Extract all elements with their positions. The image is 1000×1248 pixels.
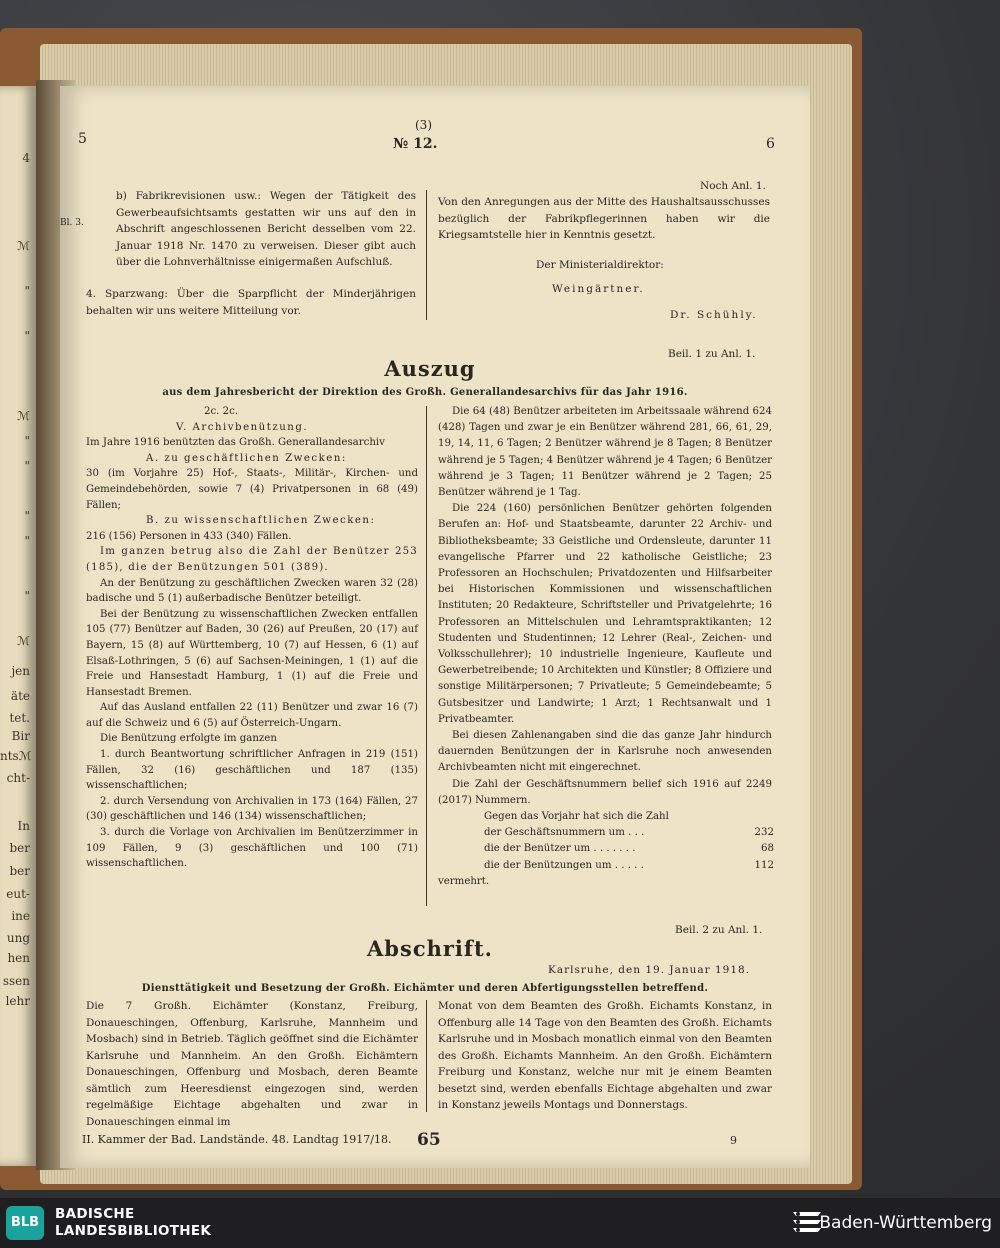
library-name-line1: BADISCHE — [55, 1206, 135, 1222]
left-page-fragment-text: ber — [9, 841, 30, 855]
left-page-fragment-text: hen — [7, 951, 30, 965]
left-page-fragment-text: " — [24, 329, 30, 343]
left-page-fragment-text: " — [24, 509, 30, 523]
left-page-fragment-text: ℳ — [17, 239, 30, 253]
auszug-right-paragraph: Die 64 (48) Benützer arbeiteten im Arbeitssaale während 624 (428) Tagen und zwar je ein Benützer während 281, 66, 61, 29, 19, 14, 11, 6 Tagen; 2 Benützer während je 8 Tagen; 8 Benützer während je 5 Tagen; 4 Benützer während je 4 Tagen; 6 Benützer während je 3 Tagen; 11 Benützer während je 2 Tagen; 25 Benützer während je 1 Tag. — [438, 406, 772, 499]
left-page-fragment-text: jen — [11, 664, 30, 678]
state-label[interactable]: Baden-Württemberg — [819, 1213, 992, 1233]
left-page-fragment-text: " — [24, 589, 30, 603]
left-page-fragment-text: " — [24, 534, 30, 548]
auszug-left-paragraph: 1. durch Beantwortung schriftlicher Anfragen in 219 (151) Fällen, 32 (16) geschäftlichen und 187 (135) wissenschaftlichen; — [86, 749, 418, 792]
page-footer-source: II. Kammer der Bad. Landstände. 48. Landtag 1917/18. — [82, 1133, 392, 1146]
auszug-left-paragraph: 216 (156) Personen in 433 (340) Fällen. — [86, 530, 292, 542]
suggestions-paragraph: Von den Anregungen aus der Mitte des Haushaltsausschusses bezüglich der Fabrikpflegerinnen haben wir die Kriegsamtstelle hier in Kenntnis gesetzt. — [438, 196, 770, 241]
compare-value: 112 — [754, 859, 774, 871]
signature-title: Der Ministerialdirektor: — [536, 259, 664, 271]
left-page-fragment-text: " — [24, 434, 30, 448]
issue-number: № 12. — [393, 136, 438, 152]
auszug-left-paragraph: V. Archivbenützung. — [176, 421, 309, 433]
compare-label: die der Benützungen um . . . . . — [484, 859, 644, 871]
auszug-left-column — [86, 404, 418, 872]
continued-reference: Noch Anl. 1. — [700, 180, 766, 192]
auszug-left-paragraph: Im ganzen betrug also die Zahl der Benützer 253 (185), die der Benützungen 501 (389). — [86, 546, 418, 573]
signature-second: Dr. Schühly. — [670, 309, 758, 321]
left-page-fragment-text: Bir — [11, 729, 30, 743]
left-page-fragment-text: ntsℳ — [0, 749, 32, 763]
auszug-left-paragraph: Auf das Ausland entfallen 22 (11) Benützer und zwar 16 (7) auf die Schweiz und 6 (5) auf Österreich-Ungarn. — [86, 702, 418, 729]
abschrift-reference: Beil. 2 zu Anl. 1. — [675, 924, 763, 936]
compare-row — [438, 858, 774, 874]
left-page-fragment-text: ℳ — [17, 634, 30, 648]
factory-inspection-paragraph: b) Fabrikrevisionen usw.: Wegen der Tätigkeit des Gewerbeaufsichtsamts gestatten wir uns auf den in Abschrift angeschlossenen Bericht desselben vom 22. Januar 1918 Nr. 1470 zu verweisen. Dieser gibt auch über die Lohnverhältnisse einigermaßen Aufschluß. — [116, 190, 416, 268]
page-footer-number: 65 — [417, 1130, 441, 1150]
library-name-line2: LANDESBIBLIOTHEK — [55, 1223, 212, 1239]
header-paren: (3) — [415, 118, 432, 132]
auszug-left-paragraph: 2. durch Versendung von Archivalien in 173 (164) Fällen, 27 (30) geschäftlichen und 146 (134) wissenschaftlichen; — [86, 795, 418, 823]
left-page-fragment-text: tet. — [9, 711, 30, 725]
compare-outro: vermehrt. — [438, 875, 490, 887]
blb-logo-badge[interactable]: BLB — [6, 1206, 44, 1240]
compare-intro: Gegen das Vorjahr hat sich die Zahl — [484, 811, 669, 823]
left-page-fragment-text: lehr — [5, 994, 30, 1008]
column-divider-top — [426, 190, 427, 320]
savings-paragraph: 4. Sparzwang: Über die Sparpflicht der Minderjährigen behalten wir uns weitere Mitteilung vor. — [86, 288, 416, 317]
auszug-left-paragraph: Bei der Benützung zu wissenschaftlichen Zwecken entfallen 105 (77) Benützer auf Baden, 30 (26) auf Preußen, 20 (17) auf Bayern, 15 (8) auf Württemberg, 10 (7) auf Hessen, 6 (1) auf Elsaß-Lothringen, 5 (6) auf Sachsen-Meiningen, 1 (1) auf die Freie und Hansestadt Hamburg, 1 (1) auf die Freie und Hansestadt Bremen. — [86, 608, 418, 698]
left-page-fragment-text: ℳ — [17, 409, 30, 423]
left-page-number: 5 — [78, 131, 87, 147]
auszug-subtitle: aus dem Jahresbericht der Direktion des Großh. Generallandesarchivs für das Jahr 1916. — [162, 387, 688, 398]
auszug-left-paragraph: 2c. 2c. — [204, 406, 239, 417]
library-name[interactable] — [55, 1206, 211, 1240]
document-page — [60, 86, 810, 1168]
auszug-right-paragraph: Bei diesen Zahlenangaben sind die das ganze Jahr hindurch dauernden Benützungen der in Karlsruhe noch anwesenden Archivbeamten nicht mit eingerechnet. — [438, 730, 772, 774]
left-page-fragment-text: " — [24, 459, 30, 473]
abschrift-title: Abschrift. — [367, 936, 493, 961]
left-page-fragment-text: ine — [11, 909, 30, 923]
left-page-fragment-text: cht- — [6, 771, 30, 785]
left-page-fragment-text: " — [24, 284, 30, 298]
left-page-fragment-text: 4 — [22, 151, 30, 165]
abschrift-subtitle: Diensttätigkeit und Besetzung der Großh. Eichämter und deren Abfertigungsstellen betreffend. — [141, 983, 709, 994]
abschrift-right-paragraph: Monat von dem Beamten des Großh. Eichamts Konstanz, in Offenburg alle 14 Tage von den Beamten des Großh. Eichamts Karlsruhe und in Mosbach monatlich einmal von den Beamten des Großh. Eichamts Mannheim. An den Großh. Eichämtern Freiburg und Konstanz, welche nur mit je einem Beamten besetzt sind, werden ebenfalls Eichtage abgehalten und zwar in Konstanz jeweils Montags und Donnerstags. — [438, 1000, 772, 1111]
signature-name: Weingärtner. — [552, 283, 645, 295]
auszug-left-paragraph: 3. durch die Vorlage von Archivalien im Benützerzimmer in 109 Fällen, 9 (3) geschäftlichen und 100 (71) wissenschaftlichen. — [86, 827, 418, 870]
margin-note: Bl. 3. — [60, 218, 84, 228]
column-divider-auszug — [426, 406, 427, 906]
auszug-left-paragraph: Im Jahre 1916 benützten das Großh. Generallandesarchiv — [86, 437, 385, 449]
right-page-number: 6 — [766, 136, 775, 152]
compare-label: der Geschäftsnummern um . . . — [484, 827, 645, 839]
left-page-fragment-text: äte — [10, 689, 30, 703]
compare-value: 232 — [754, 827, 774, 839]
auszug-left-paragraph: An der Benützung zu geschäftlichen Zwecken waren 32 (28) badische und 5 (1) außerbadische Benützer beteiligt. — [86, 577, 418, 605]
auszug-right-column — [438, 404, 772, 890]
auszug-title: Auszug — [384, 356, 476, 381]
left-page-fragment — [0, 86, 36, 1166]
auszug-left-paragraph: Die Benützung erfolgte im ganzen — [100, 733, 277, 745]
compare-row — [438, 841, 774, 857]
left-page-fragment-text: ung — [6, 931, 30, 945]
compare-row — [438, 825, 774, 841]
left-page-fragment-text: ber — [9, 864, 30, 878]
page-footer-sheet: 9 — [730, 1134, 737, 1147]
left-page-fragment-text: ssen — [2, 974, 30, 988]
auszug-left-paragraph: B. zu wissenschaftlichen Zwecken: — [146, 515, 376, 527]
abschrift-place-date: Karlsruhe, den 19. Januar 1918. — [548, 964, 751, 976]
column-divider-abschrift — [426, 1000, 427, 1112]
viewer-footer — [0, 1198, 1000, 1248]
auszug-left-paragraph: A. zu geschäftlichen Zwecken: — [146, 452, 347, 464]
left-page-fragment-text: eut- — [6, 887, 30, 901]
auszug-left-paragraph: 30 (im Vorjahre 25) Hof-, Staats-, Militär-, Kirchen- und Gemeindebehörden, sowie 7 (4) Privatpersonen in 68 (49) Fällen; — [86, 468, 418, 511]
compare-label: die der Benützer um . . . . . . . — [484, 843, 636, 855]
abschrift-left-paragraph: Die 7 Großh. Eichämter (Konstanz, Freiburg, Donaueschingen, Offenburg, Karlsruhe, Mannheim und Mosbach) sind in Betrieb. Täglich geöffnet sind die Eichämter Karlsruhe und Mannheim. An den Großh. Eichämtern Donaueschingen, Offenburg und Mosbach, deren Beamte sämtlich zum Heeresdienst eingezogen sind, werden regelmäßige Eichtage abgehalten und zwar in Donaueschingen einmal im — [86, 1000, 418, 1128]
auszug-right-paragraph: Die Zahl der Geschäftsnummern belief sich 1916 auf 2249 (2017) Nummern. — [438, 778, 772, 806]
auszug-reference: Beil. 1 zu Anl. 1. — [668, 348, 756, 360]
left-page-fragment-text: In — [17, 819, 30, 833]
auszug-right-paragraph: Die 224 (160) persönlichen Benützer gehörten folgenden Berufen an: Hof- und Staatsbeamte, darunter 22 Archiv- und Bibliotheksbeamte; 33 Geistliche und Ordensleute, darunter 11 evangelische Pfarrer und 22 katholische Geistliche; 23 Professoren an Hochschulen; Privatdozenten und Hilfsarbeiter bei Historischen Kommissionen und wissenschaftlichen Instituten; 20 Redakteure, Schriftsteller und Privatgelehrte; 16 Professoren an Mittelschulen und Lehramtspraktikanten; 12 Studenten und Studentinnen; 12 Lehrer (Real-, Zeichen- und Volksschullehrer); 10 industrielle Ingenieure, Kaufleute und Gewerbetreibende; 10 Architekten und Künstler; 8 Offiziere und sonstige Militärpersonen; 7 Privatleute; 5 Gemeindebeamte; 5 Gutsbesitzer und Landwirte; 1 Arzt; 1 Rechtsanwalt und 1 Privatbeamter. — [438, 503, 772, 725]
compare-value: 68 — [761, 843, 774, 855]
